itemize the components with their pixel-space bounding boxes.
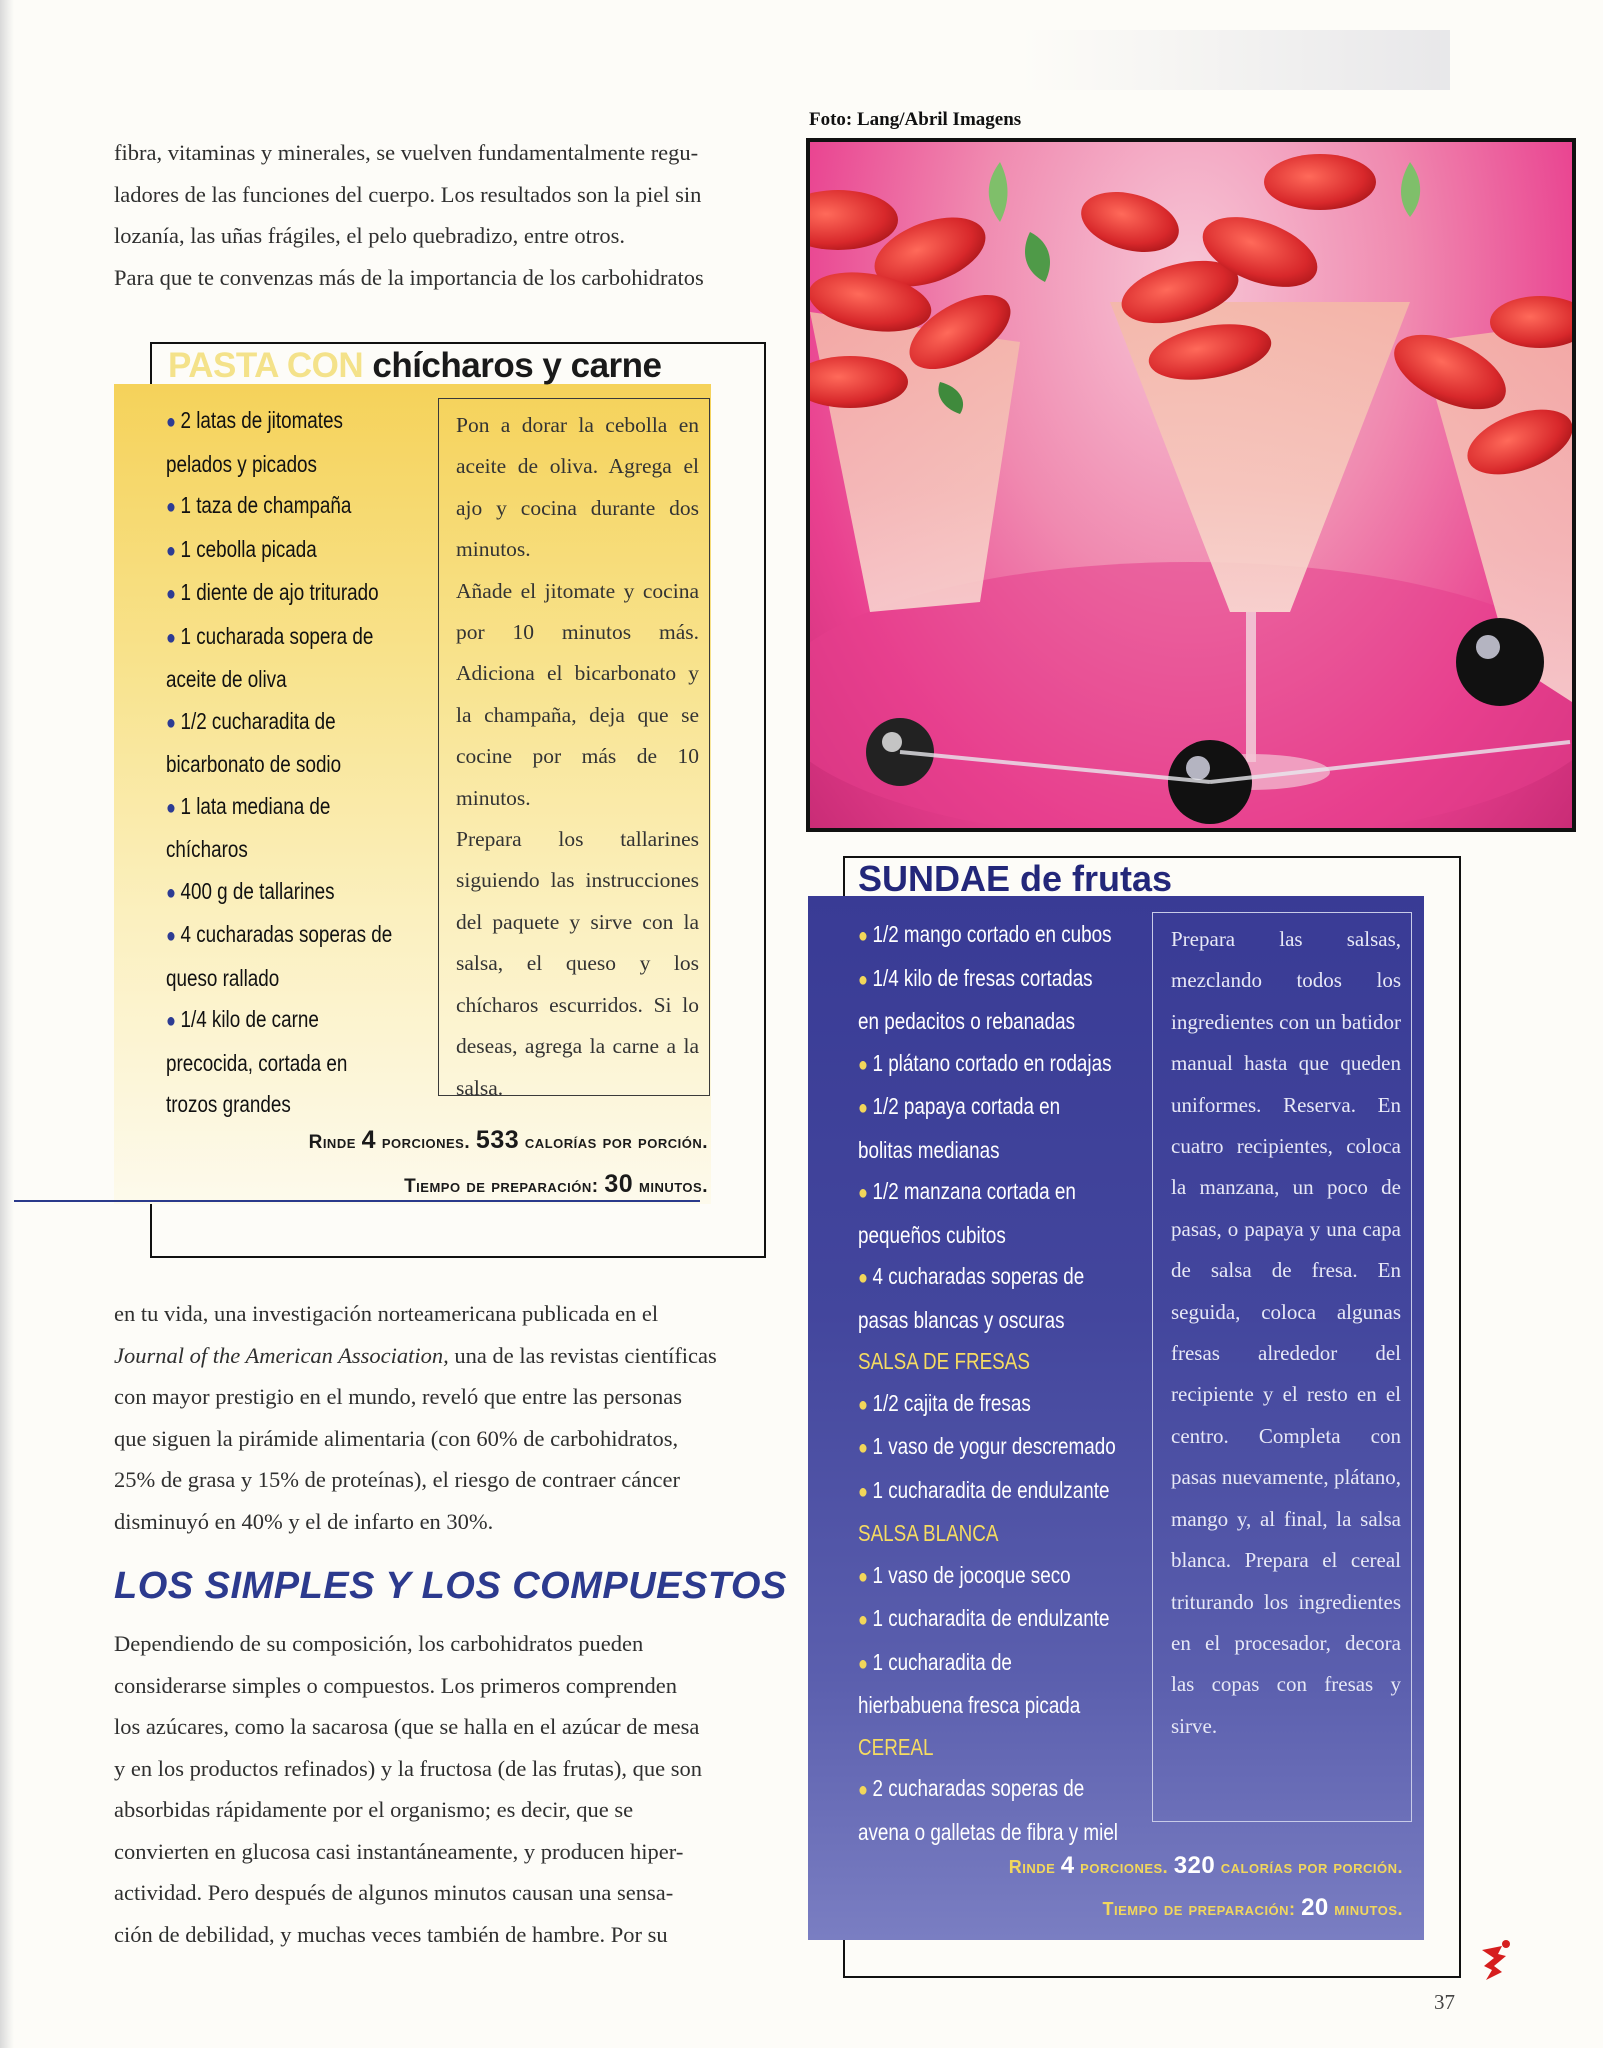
ingredient-line — [858, 1812, 1120, 1854]
ingredient-line — [166, 914, 412, 958]
ingredient-text: pequeños cubitos — [858, 1221, 1006, 1248]
journal-title: Journal of the American Association, — [114, 1342, 449, 1368]
ingredient-line — [166, 400, 412, 444]
sub-heading: SALSA BLANCA — [858, 1520, 999, 1546]
ingredient-line — [858, 1043, 1120, 1087]
ingredient-line — [166, 1084, 412, 1126]
ingredient-line — [858, 1555, 1120, 1599]
ingredient-text: 1 diente de ajo triturado — [180, 579, 379, 605]
pasta-instructions-box — [438, 398, 710, 1100]
sundae-instructions-box — [1152, 912, 1412, 1822]
yield-value: 4 — [1060, 1852, 1075, 1879]
ingredient-text: 4 cucharadas soperas de — [180, 921, 393, 947]
ingredient-line — [858, 1727, 1120, 1769]
ingredient-text: pasas blancas y oscuras — [858, 1306, 1065, 1333]
ingredient-line — [858, 958, 1120, 1002]
circle-bullet-icon: ● — [858, 1097, 873, 1119]
ingredient-text: hierbabuena fresca picada — [858, 1692, 1081, 1718]
calories-label: calorías por porción. — [1220, 1857, 1403, 1877]
ingredient-line — [858, 1215, 1120, 1257]
yield-label: Rinde — [308, 1132, 356, 1153]
circle-bullet-icon: ● — [166, 411, 181, 433]
circle-bullet-icon: ● — [858, 925, 873, 947]
sundae-time-line — [1103, 1894, 1404, 1922]
section-heading: LOS SIMPLES Y LOS COMPUESTOS — [114, 1565, 787, 1607]
ingredient-text: 1 taza de champaña — [180, 492, 352, 518]
time-label: Tiempo de preparación: — [404, 1176, 599, 1197]
text-line: disminuyó en 40% y el de infarto en 30%. — [114, 1508, 494, 1534]
ingredient-line — [858, 1768, 1120, 1812]
page-number: 37 — [1434, 1990, 1455, 2014]
ingredient-line — [166, 485, 412, 529]
ingredient-line — [858, 1513, 1120, 1555]
ingredient-line — [166, 786, 412, 830]
ingredient-text: avena o galletas de fibra y miel — [858, 1818, 1119, 1845]
strawberry-sundae-photo — [806, 138, 1576, 832]
ingredient-text: 1 cucharada sopera de — [180, 622, 374, 649]
text-line: 25% de grasa y 15% de proteínas), el riesgo de contraer cáncer — [114, 1467, 680, 1492]
ingredient-line — [858, 1171, 1120, 1215]
ingredient-text: 1 vaso de jocoque seco — [872, 1561, 1071, 1588]
text-fragment: una de las revistas científicas — [448, 1342, 717, 1368]
ingredient-text: en pedacitos o rebanadas — [858, 1008, 1076, 1034]
ingredient-line — [858, 1598, 1120, 1642]
sub-heading: CEREAL — [858, 1733, 934, 1760]
pasta-title-faded: PASTA CON — [168, 346, 373, 385]
ingredient-text: chícharos — [166, 836, 248, 862]
circle-bullet-icon: ● — [858, 1393, 873, 1416]
ingredient-text: 1/2 cajita de fresas — [872, 1389, 1031, 1416]
time-value: 30 — [604, 1170, 634, 1198]
runner-logo-icon — [1472, 1936, 1520, 1984]
ingredient-line — [166, 529, 412, 573]
time-unit: minutos. — [1334, 1899, 1403, 1919]
pasta-ingredients-list — [166, 400, 412, 1126]
circle-bullet-icon: ● — [858, 1480, 873, 1503]
ingredient-text: 1/2 manzana cortada en — [872, 1178, 1076, 1204]
ingredient-line — [858, 1642, 1120, 1686]
pasta-step: Pon a dorar la cebolla en aceite de oliva. Agrega el ajo y cocina durante dos minutos. — [456, 413, 699, 562]
header-shadow — [1020, 30, 1450, 90]
ingredient-line — [166, 1043, 412, 1085]
circle-bullet-icon: ● — [166, 796, 181, 819]
circle-bullet-icon: ● — [166, 881, 181, 904]
circle-bullet-icon: ● — [858, 1267, 873, 1289]
circle-bullet-icon: ● — [858, 1609, 873, 1631]
text-line: con mayor prestigio en el mundo, reveló que entre las personas — [114, 1384, 682, 1409]
ingredient-text: 1 cebolla picada — [180, 535, 317, 562]
circle-bullet-icon: ● — [858, 1182, 873, 1204]
pasta-rule-line — [14, 1200, 700, 1202]
yield-value: 4 — [361, 1126, 377, 1154]
ingredient-line — [166, 871, 412, 915]
ingredient-line — [166, 999, 412, 1043]
pasta-step: Añade el jitomate y cocina por 10 minutos más. Adiciona el bicarbonato y la champaña, deja que se cocine por más de 10 minutos. — [456, 578, 699, 810]
text-line: ción de debilidad, y muchas veces también de hambre. Por su — [114, 1921, 668, 1947]
text-line: y en los productos refinados) y la fructosa (de las frutas), que son — [114, 1755, 702, 1781]
ingredient-text: trozos grandes — [166, 1091, 291, 1117]
ingredient-text: 1/4 kilo de fresas cortadas — [872, 964, 1093, 991]
ingredient-line — [858, 1383, 1120, 1427]
ingredient-text: bicarbonato de sodio — [166, 751, 342, 777]
circle-bullet-icon: ● — [858, 1779, 873, 1801]
ingredient-text: 1/4 kilo de carne — [180, 1006, 319, 1032]
yield-label: Rinde — [1008, 1857, 1056, 1877]
sundae-glasses-illustration — [810, 142, 1572, 828]
ingredient-text: 1 cucharadita de endulzante — [872, 1476, 1110, 1503]
ingredient-line — [858, 1470, 1120, 1514]
time-label: Tiempo de preparación: — [1102, 1899, 1296, 1919]
text-line: considerarse simples o compuestos. Los primeros comprenden — [114, 1672, 677, 1698]
text-line: lozanía, las uñas frágiles, el pelo quebradizo, entre otros. — [114, 223, 626, 248]
calories-label: calorías por porción. — [524, 1132, 708, 1153]
ingredient-text: bolitas medianas — [858, 1136, 1000, 1163]
circle-bullet-icon: ● — [166, 583, 181, 605]
ingredient-text: 2 latas de jitomates — [180, 407, 343, 433]
circle-bullet-icon: ● — [166, 626, 181, 649]
ingredient-text: 1 vaso de yogur descremado — [872, 1433, 1116, 1459]
ingredient-line — [858, 914, 1120, 958]
ingredient-text: queso rallado — [166, 964, 280, 991]
sundae-yield-line — [1009, 1852, 1403, 1880]
circle-bullet-icon: ● — [166, 496, 181, 518]
sub-heading: SALSA DE FRESAS — [858, 1348, 1030, 1374]
sundae-recipe-title: SUNDAE de frutas — [858, 858, 1173, 899]
pasta-time-line — [404, 1170, 708, 1199]
ingredient-line — [858, 1256, 1120, 1300]
text-line: ladores de las funciones del cuerpo. Los resultados son la piel sin — [114, 181, 702, 207]
ingredient-text: 400 g de tallarines — [180, 877, 335, 904]
text-line: absorbidas rápidamente por el organismo; es decir, que se — [114, 1797, 634, 1822]
ingredient-line — [166, 744, 412, 786]
yield-unit: porciones. — [1080, 1857, 1169, 1877]
pasta-step: Prepara los tallarines siguiendo las instrucciones del paquete y sirve con la salsa, el queso y los chícharos escurridos. Si lo deseas, agrega la carne a la salsa. — [456, 827, 699, 1100]
pasta-recipe-title — [168, 346, 662, 386]
text-line: convierten en glucosa casi instantáneamente, y producen hiper- — [114, 1838, 684, 1864]
text-line: fibra, vitaminas y minerales, se vuelven fundamentalmente regu- — [114, 140, 699, 165]
circle-bullet-icon: ● — [166, 1010, 181, 1032]
ingredient-line — [858, 1130, 1120, 1172]
circle-bullet-icon: ● — [858, 1053, 873, 1076]
text-line: los azúcares, como la sacarosa (que se halla en el azúcar de mesa — [114, 1714, 700, 1739]
text-line: en tu vida, una investigación norteamericana publicada en el — [114, 1301, 659, 1326]
pasta-title-main: chícharos y carne — [372, 346, 662, 385]
ingredient-line — [166, 444, 412, 486]
circle-bullet-icon: ● — [166, 711, 181, 734]
ingredient-line — [166, 701, 412, 745]
circle-bullet-icon: ● — [858, 1565, 873, 1588]
text-line: Dependiendo de su composición, los carbohidratos pueden — [114, 1631, 644, 1656]
ingredient-text: 1/2 mango cortado en cubos — [872, 921, 1112, 947]
text-line: actividad. Pero después de algunos minutos causan una sensa- — [114, 1880, 674, 1905]
ingredient-text: 1 cucharadita de — [872, 1648, 1012, 1675]
ingredient-line — [858, 1086, 1120, 1130]
ingredient-line — [166, 572, 412, 616]
text-line: Para que te convenzas más de la importancia de los carbohidratos — [114, 264, 704, 290]
yield-unit: porciones. — [381, 1132, 471, 1153]
ingredient-text: 1 lata mediana de — [180, 792, 331, 819]
ingredient-line — [166, 958, 412, 1000]
ingredient-text: 2 cucharadas soperas de — [872, 1775, 1085, 1801]
ingredient-line — [858, 1341, 1120, 1383]
ingredient-text: 4 cucharadas soperas de — [872, 1263, 1085, 1289]
circle-bullet-icon: ● — [858, 968, 873, 991]
circle-bullet-icon: ● — [858, 1437, 873, 1459]
sundae-step: Prepara las salsas, mezclando todos los ingredientes con un batidor manual hasta que queden uniformes. Reserva. En cuatro recipientes, coloca la manzana, un poco de pasas, o papaya y una capa de salsa de fresa. En seguida, coloca algunas fresas alrededor del recipiente y el resto en el centro. Completa con pasas nuevamente, plátano, mango y, al final, la salsa blanca. Prepara el cereal triturando los ingredientes en el procesador, decora las copas con fresas y sirve. — [1171, 927, 1401, 1738]
ingredient-text: precocida, cortada en — [166, 1049, 348, 1076]
photo-credit: Foto: Lang/Abril Imagens — [809, 109, 1022, 130]
time-unit: minutos. — [639, 1176, 708, 1197]
ingredient-text: pelados y picados — [166, 450, 317, 477]
ingredient-text: 1 plátano cortado en rodajas — [872, 1049, 1112, 1076]
text-line: que siguen la pirámide alimentaria (con 60% de carbohidratos, — [114, 1425, 679, 1451]
ingredient-line — [858, 1001, 1120, 1043]
article-text-middle — [114, 1293, 768, 1542]
page-edge — [0, 0, 14, 2048]
article-text-bottom — [114, 1623, 768, 1955]
ingredient-line — [858, 1426, 1120, 1470]
ingredient-text: 1/2 cucharadita de — [180, 707, 336, 734]
text-line — [114, 1335, 768, 1377]
ingredient-line — [166, 829, 412, 871]
ingredient-text: 1 cucharadita de endulzante — [872, 1605, 1110, 1631]
article-text-top — [114, 132, 768, 298]
ingredient-text: aceite de oliva — [166, 666, 287, 692]
ingredient-line — [858, 1300, 1120, 1342]
ingredient-line — [858, 1685, 1120, 1727]
sundae-ingredients-list — [858, 914, 1120, 1853]
pasta-yield-line — [309, 1126, 708, 1155]
calories-value: 320 — [1173, 1852, 1216, 1879]
time-value: 20 — [1301, 1894, 1329, 1921]
circle-bullet-icon: ● — [166, 925, 181, 947]
circle-bullet-icon: ● — [858, 1652, 873, 1675]
circle-bullet-icon: ● — [166, 539, 181, 562]
ingredient-text: 1/2 papaya cortada en — [872, 1093, 1061, 1119]
calories-value: 533 — [475, 1126, 520, 1154]
ingredient-line — [166, 616, 412, 660]
ingredient-line — [166, 659, 412, 701]
